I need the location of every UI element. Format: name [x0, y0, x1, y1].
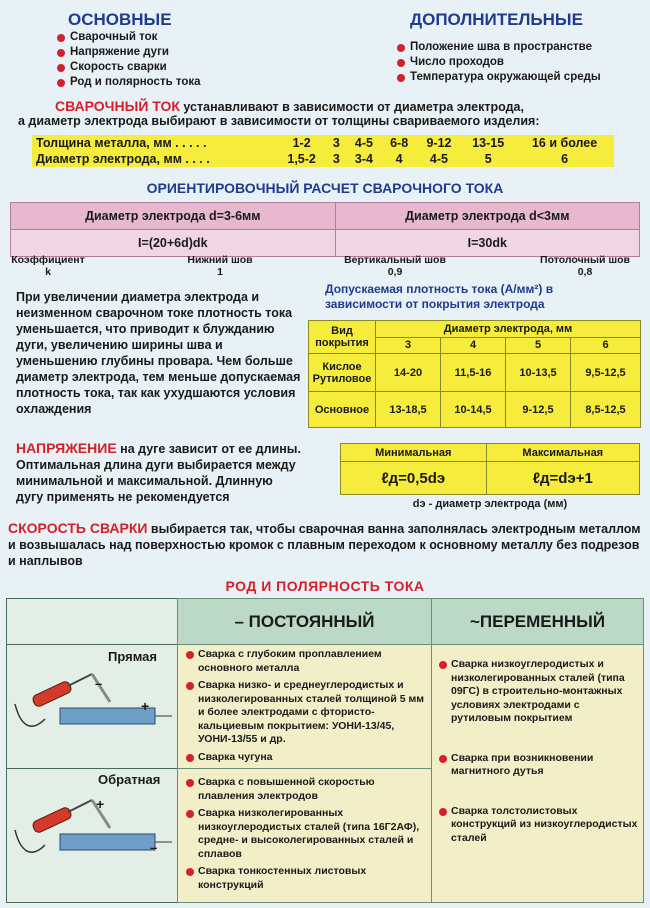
- max-label: Максимальная: [486, 444, 639, 462]
- list-item: Сварка чугуна: [185, 751, 425, 765]
- reverse-minus-sign: –: [150, 840, 158, 855]
- table-cell: 6: [561, 152, 569, 166]
- arc-length-table: [340, 443, 640, 495]
- dc-reverse-list: [185, 776, 425, 896]
- table-row: [341, 444, 640, 462]
- current-intro-line2: а диаметр электрода выбирают в зависимости от толщины свариваемого изделия:: [18, 114, 540, 128]
- dc-direct-list: [185, 648, 425, 768]
- table-cell: Кислое Рутиловое: [309, 354, 376, 392]
- list-item: Сварка низко- и среднеуглеродистых и низколегированных сталей толщиной 5 мм и более электродами с фтористо-кальциевым покрытием: УОНИ-13/45, УОНИ-13/55 и др.: [185, 679, 425, 747]
- diameter-label: Диаметр электрода, мм . . . .: [36, 152, 210, 166]
- table-row: [11, 230, 640, 257]
- main-params-title: ОСНОВНЫЕ: [68, 10, 172, 29]
- speed-text: выбирается так, чтобы сварочная ванна заполнялась электродным металлом и возвышалась над поверхностью кромок с плавным переходом к основному металлу без подрезов и наплывов: [8, 522, 641, 568]
- pos-flat-label: Нижний шов: [187, 254, 253, 266]
- pos-overhead-value: 0,8: [577, 266, 593, 278]
- table-row: [32, 151, 614, 167]
- density-table: [308, 320, 641, 428]
- diameter-effect-paragraph: При увеличении диаметра электрода и неизменном сварочном токе плотность тока уменьшается, что приводит к блужданию дуги, увеличению ширины шва и уменьшению глубины провара. Чем больше диаметр электрода, тем меньше допускаемая плотность тока, так как ухудшаются условия охлаждения: [16, 290, 301, 416]
- list-item: Температура окружающей среды: [395, 70, 601, 85]
- speed-title: СКОРОСТЬ СВАРКИ: [8, 520, 148, 536]
- coef-label: Коэффициент: [11, 254, 85, 266]
- list-item: Скорость сварки: [55, 60, 201, 75]
- table-row: [309, 354, 641, 392]
- direct-polarity-diagram: [10, 664, 175, 764]
- min-formula: ℓд=0,5dэ: [341, 462, 487, 495]
- calc-title: ОРИЕНТИРОВОЧНЫЙ РАСЧЕТ СВАРОЧНОГО ТОКА: [146, 180, 504, 196]
- list-item: Число проходов: [395, 55, 601, 70]
- voltage-paragraph: [16, 440, 301, 505]
- table-cell: 6-8: [390, 136, 409, 150]
- table-cell: 13-18,5: [376, 392, 441, 428]
- table-cell: 3: [376, 337, 441, 354]
- dc-header: – ПОСТОЯННЫЙ: [177, 598, 432, 646]
- table-cell: Основное: [309, 392, 376, 428]
- table-cell: 9,5-12,5: [571, 354, 641, 392]
- table-row: [309, 392, 641, 428]
- density-diameter-header: Диаметр электрода, мм: [376, 321, 641, 338]
- table-cell: 4-5: [429, 152, 448, 166]
- ac-header: ~ПЕРЕМЕННЫЙ: [431, 598, 644, 646]
- list-item: Напряжение дуги: [55, 45, 201, 60]
- density-title-line1: Допускаемая плотность тока (А/мм²) в: [325, 282, 554, 296]
- row-divider-left-top: [7, 644, 177, 645]
- list-item: Сварка низкоуглеродистых и низколегированных сталей (типа 09ГС) в строительно-монтажных условиях электродами с рутиловым покрытием: [438, 658, 638, 726]
- list-item: Сварка с повышенной скоростью плавления электродов: [185, 776, 425, 803]
- thickness-diameter-table: [32, 135, 614, 167]
- table-cell: 13-15: [472, 136, 505, 150]
- direct-minus-sign: –: [95, 676, 103, 691]
- pos-vertical-label: Вертикальный шов: [344, 254, 446, 266]
- calc-col2-header: Диаметр электрода d<3мм: [335, 203, 639, 230]
- table-cell: 10-14,5: [441, 392, 506, 428]
- table-cell: 9-12,5: [506, 392, 571, 428]
- table-cell: 4: [395, 152, 403, 166]
- calc-col2-formula: I=30dk: [335, 230, 639, 257]
- table-cell: 3: [332, 152, 340, 166]
- table-cell: 9-12: [426, 136, 452, 150]
- calc-col1-header: Диаметр электрода d=3-6мм: [11, 203, 336, 230]
- list-item: Сварка толстолистовых конструкций из низкоуглеродистых сталей: [438, 805, 638, 846]
- density-corner: Вид покрытия: [309, 321, 376, 354]
- reverse-plus-sign: +: [96, 796, 105, 812]
- reverse-label: Обратная: [98, 772, 161, 787]
- table-cell: 16 и более: [531, 136, 598, 150]
- voltage-title: НАПРЯЖЕНИЕ: [16, 440, 117, 456]
- ac-list: [438, 658, 638, 849]
- calc-col1-formula: I=(20+6d)dk: [11, 230, 336, 257]
- list-item: Сварка при возникновении магнитного дутья: [438, 752, 638, 779]
- additional-params-title: ДОПОЛНИТЕЛЬНЫЕ: [410, 10, 583, 29]
- table-cell: 11,5-16: [441, 354, 506, 392]
- current-intro-line1: [55, 98, 524, 114]
- current-title: СВАРОЧНЫЙ ТОК: [55, 98, 180, 114]
- table-cell: 14-20: [376, 354, 441, 392]
- list-item: Положение шва в пространстве: [395, 40, 601, 55]
- main-params-list: [55, 30, 201, 90]
- direct-label: Прямая: [108, 649, 157, 664]
- pos-overhead-label: Потолочный шов: [540, 254, 630, 266]
- table-row: [32, 135, 614, 151]
- diameter-note: dэ - диаметр электрода (мм): [412, 498, 568, 510]
- table-cell: 4-5: [354, 136, 373, 150]
- list-item: Сварка с глубоким проплавлением основного металла: [185, 648, 425, 675]
- table-cell: 6: [571, 337, 641, 354]
- table-row: [309, 321, 641, 338]
- pos-vertical-value: 0,9: [387, 266, 403, 278]
- table-cell: 5: [484, 152, 492, 166]
- density-title-line2: зависимости от покрытия электрода: [325, 297, 545, 311]
- list-item: Сварка тонкостенных листовых конструкций: [185, 865, 425, 892]
- table-cell: 1-2: [292, 136, 311, 150]
- list-item: Род и полярность тока: [55, 75, 201, 90]
- voltage-text: на дуге зависит от ее длины. Оптимальная длина дуги выбирается между минимальной и максимальной. Длинную дугу применять не рекомендуется: [16, 442, 301, 504]
- row-divider-left: [7, 768, 177, 769]
- current-line1-text: устанавливают в зависимости от диаметра электрода,: [183, 100, 524, 114]
- list-item: Сварка низколегированных низкоуглеродистых сталей (типа 16Г2АФ), средне- и высоколегированных сталей и сплавов: [185, 807, 425, 861]
- max-formula: ℓд=dэ+1: [486, 462, 639, 495]
- pos-flat-value: 1: [217, 266, 223, 278]
- table-cell: 4: [441, 337, 506, 354]
- polarity-title: РОД И ПОЛЯРНОСТЬ ТОКА: [225, 578, 425, 594]
- direct-plus-sign: +: [141, 698, 150, 714]
- table-row: [11, 203, 640, 230]
- coef-symbol: k: [45, 266, 51, 278]
- table-cell: 8,5-12,5: [571, 392, 641, 428]
- thickness-label: Толщина металла, мм . . . . .: [36, 136, 207, 150]
- table-cell: 3-4: [354, 152, 373, 166]
- table-row: [341, 462, 640, 495]
- min-label: Минимальная: [341, 444, 487, 462]
- density-title: [325, 282, 640, 312]
- speed-paragraph: [8, 520, 642, 569]
- table-cell: 10-13,5: [506, 354, 571, 392]
- list-item: Сварочный ток: [55, 30, 201, 45]
- calc-formula-table: [10, 202, 640, 257]
- table-cell: 3: [332, 136, 340, 150]
- table-cell: 5: [506, 337, 571, 354]
- table-cell: 1,5-2: [287, 152, 316, 166]
- additional-params-list: [395, 40, 601, 85]
